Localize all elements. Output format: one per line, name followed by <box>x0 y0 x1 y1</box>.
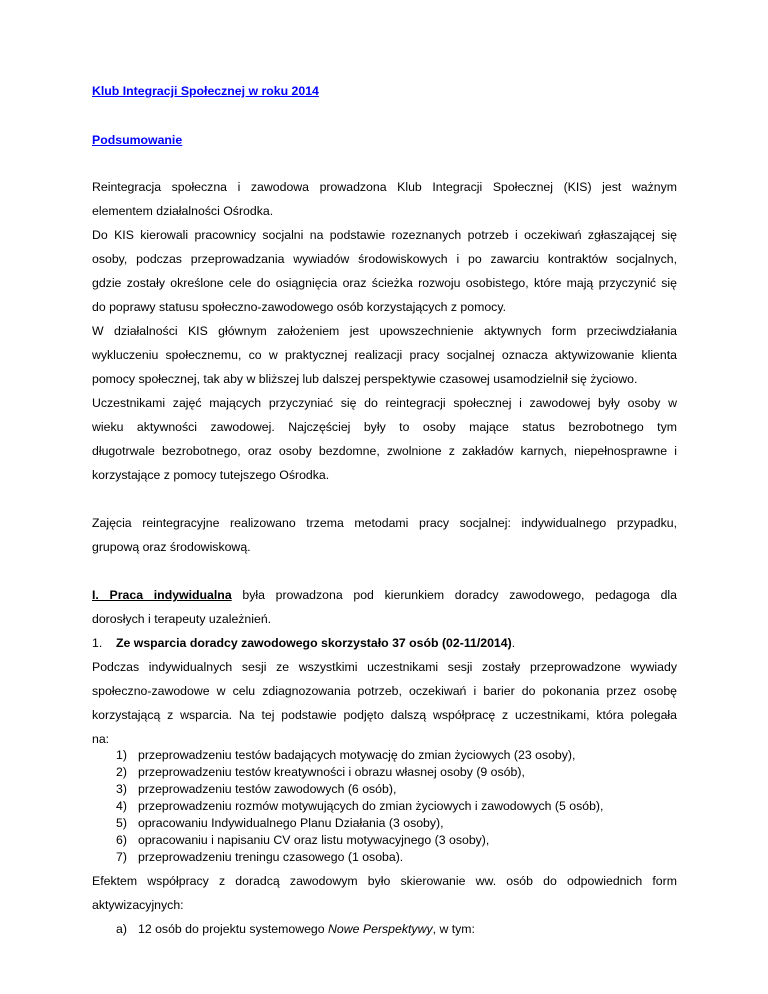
list-number: 6) <box>116 833 127 847</box>
list-item <box>116 781 396 797</box>
paragraph-line: Zajęcia reintegracyjne realizowano trzema metodami pracy socjalnej: indywidualnego przypadku, <box>92 516 677 530</box>
paragraph-line: społeczno-zawodowe w celu zdiagnozowania potrzeb, oczekiwań i barier do pokonania przez osobę <box>92 684 677 698</box>
paragraph-line: Do KIS kierowali pracownicy socjalni na podstawie rozeznanych potrzeb i oczekiwań zgłaszającej się <box>92 228 677 242</box>
list-text: przeprowadzeniu treningu czasowego (1 osoba). <box>138 850 404 864</box>
list-text: przeprowadzeniu rozmów motywujących do zmian życiowych i zawodowych (5 osób), <box>138 799 604 813</box>
section1-heading: I. Praca indywidualna <box>92 588 232 602</box>
list-number: 7) <box>116 850 127 864</box>
list-item <box>116 747 575 763</box>
paragraph-line: długotrwale bezrobotnego, oraz osoby bezdomne, zwolnione z zakładów karnych, niepełnosprawne i <box>92 444 677 458</box>
paragraph-line: elementem działalności Ośrodka. <box>92 204 274 218</box>
sub-item-a <box>116 921 475 937</box>
sub-item-text: 12 osób do projektu systemowego <box>138 922 329 936</box>
list-number: 1) <box>116 748 127 762</box>
list-item <box>116 815 444 831</box>
paragraph-line: Reintegracja społeczna i zawodowa prowadzona Klub Integracji Społecznej (KIS) jest ważnym <box>92 180 677 194</box>
item-trail: . <box>511 636 516 650</box>
list-number: 5) <box>116 816 127 830</box>
numbered-item-1 <box>92 635 515 651</box>
section1-line <box>92 587 677 603</box>
list-text: przeprowadzeniu testów kreatywności i obrazu własnej osoby (9 osób), <box>138 765 525 779</box>
list-item <box>116 764 525 780</box>
section-heading: Podsumowanie <box>92 133 183 147</box>
list-text: przeprowadzeniu testów zawodowych (6 osób), <box>138 782 397 796</box>
list-number: 3) <box>116 782 127 796</box>
paragraph-line: wykluczeniu społecznemu, co w praktycznej realizacji pracy socjalnej oznacza aktywizowanie klienta <box>92 348 677 362</box>
paragraph-line: osoby, podczas przeprowadzania wywiadów środowiskowych i po zawarciu kontraktów socjalnych, <box>92 252 677 266</box>
section1-line1-rest: była prowadzona pod kierunkiem doradcy zawodowego, pedagoga dla <box>231 588 677 602</box>
item-text: Ze wsparcia doradcy zawodowego skorzystało 37 osób (02-11/2014) <box>116 636 512 650</box>
sub-item-text-after: , w tym: <box>432 922 475 936</box>
paragraph-line: na: <box>92 732 110 746</box>
paragraph-line: aktywizacyjnych: <box>92 898 184 912</box>
paragraph-line: Uczestnikami zajęć mających przyczyniać się do reintegracji społecznej i zawodowej były osoby w <box>92 396 677 410</box>
list-text: przeprowadzeniu testów badających motywację do zmian życiowych (23 osoby), <box>138 748 576 762</box>
list-text: opracowaniu Indywidualnego Planu Działania (3 osoby), <box>138 816 444 830</box>
paragraph-line: korzystającą z wsparcia. Na tej podstawie podjęto dalszą współpracę z uczestnikami, która polegała <box>92 708 677 722</box>
paragraph-line: do poprawy statusu społeczno-zawodowego osób korzystających z pomocy. <box>92 300 506 314</box>
sub-item-label: a) <box>116 922 127 936</box>
paragraph-line: korzystające z pomocy tutejszego Ośrodka. <box>92 468 330 482</box>
paragraph-line: dorosłych i terapeuty uzależnień. <box>92 612 272 626</box>
list-number: 2) <box>116 765 127 779</box>
paragraph-line: Podczas indywidualnych sesji ze wszystkimi uczestnikami sesji zostały przeprowadzone wywiady <box>92 660 677 674</box>
project-name: Nowe Perspektywy <box>328 922 433 936</box>
list-item <box>116 849 403 865</box>
list-item <box>116 798 603 814</box>
list-number: 4) <box>116 799 127 813</box>
paragraph-line: gdzie zostały określone cele do osiągnięcia oraz ścieżka rozwoju osobistego, które mają przyczynić się <box>92 276 677 290</box>
paragraph-line: pomocy społecznej, tak aby w bliższej lub dalszej perspektywie czasowej usamodzielnił się życiowo. <box>92 372 638 386</box>
paragraph-line: Efektem współpracy z doradcą zawodowym było skierowanie ww. osób do odpowiednich form <box>92 874 677 888</box>
paragraph-line: grupową oraz środowiskową. <box>92 540 251 554</box>
paragraph-line: W działalności KIS głównym założeniem jest upowszechnienie aktywnych form przeciwdziałania <box>92 324 677 338</box>
list-text: opracowaniu i napisaniu CV oraz listu motywacyjnego (3 osoby), <box>138 833 490 847</box>
list-item <box>116 832 489 848</box>
document-title: Klub Integracji Społecznej w roku 2014 <box>92 84 319 98</box>
paragraph-line: wieku aktywności zawodowej. Najczęściej były to osoby mające status bezrobotnego tym <box>92 420 677 434</box>
item-number: 1. <box>92 636 103 650</box>
